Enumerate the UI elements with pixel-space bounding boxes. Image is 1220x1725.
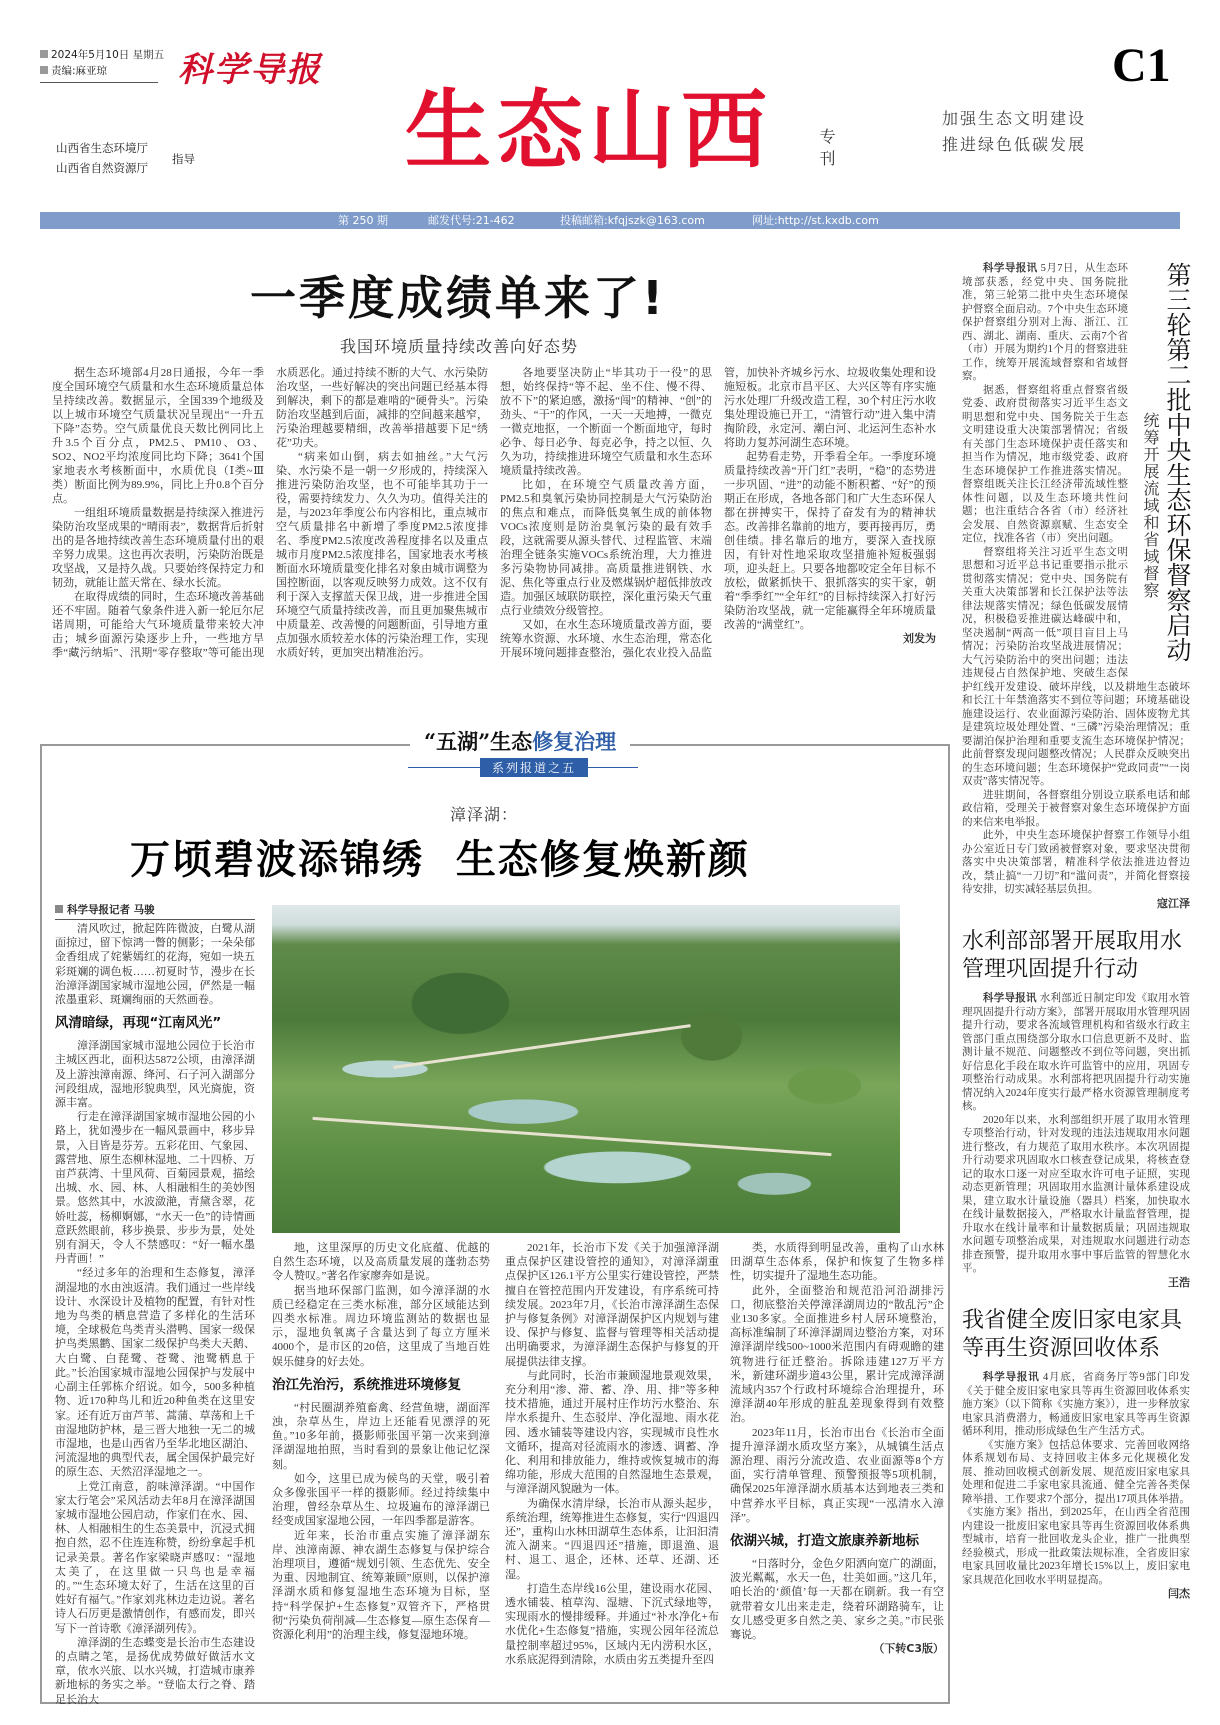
feature-column-2 [272, 1241, 490, 1642]
recycle-author: 闫杰 [1168, 1587, 1190, 1600]
paragraph: 比如，在环境空气质量改善方面，PM2.5和臭氧污染协同控制是大气污染防治的焦点和难点，而降低臭氧生成的前体物VOCs浓度则是防治臭氧污染的最有效手段，这就需要从源头替代、过程监管、末端治理全链条实施VOCs系统治理，大力推进多污染物协同减排。高质量推进钢铁、水泥、焦化等重点行业及燃煤锅炉超低排放改造。加强区域联防联控，深化重污染天气重点行业绩效分级管控。 [500, 479, 712, 617]
paragraph: 据生态环境部4月28日通报，今年一季度全国环境空气质量和水生态环境质量总体呈持续改善。数据显示，全国339个地级及以上城市环境空气质量状况呈现出“一升五下降”态势。空气质量优良天数比例同比上升3.5个百分点，PM2.5、PM10、O3、SO2、NO2平均浓度同比均下降；3641个国家地表水考核断面中，水质优良（Ⅰ类~Ⅲ类）断面比例为89.9%，同比上升0.8个百分点。 [52, 367, 264, 505]
square-bullet-icon [40, 50, 48, 58]
submission-email: 投稿邮箱:kfqjszk@163.com [560, 214, 705, 227]
section-subheading: 风清暗绿，再现“江南风光” [55, 1015, 222, 1032]
paragraph: 行走在漳泽湖国家城市湿地公园的小路上，犹如漫步在一幅风景画中，移步异景，入目皆是芬芳。五彩花田、气象园、露营地、原生态柳林湿地、二十四桥、万亩芦荻湾、十里风荷、百菊园景观，描绘出城、水、园、林、人相融相生的美妙图景。悠然其中，水波潋滟，青黛含翠，花娇吐蕊，杨柳婀娜，“水天一色”的诗情画意跃然眼前，移步换景、步步为景，处处别有洞天，令人不禁感叹：“好一幅水墨丹青画！” [55, 1111, 255, 1266]
series-tag: 系列报道之五 [480, 758, 588, 777]
water-author: 王浩 [1168, 1275, 1190, 1289]
paragraph: “日落时分，金色夕阳洒向宽广的湖面，波光粼粼，水天一色，壮美如画。”这几年，咱长治的‘颜值’每一天都在刷新。我一有空就带着女儿出来走走，绕着环湖路骑车，让女儿感受更多自然之美、家乡之美。”市民张骞说。 [730, 1558, 944, 1642]
paragraph: “村民圈湖养殖畜禽、经营鱼塘，湖面浑浊，杂草丛生，岸边上还能看见漂浮的死鱼。”10多年前，摄影师张国平第一次来到漳泽湖湿地拍照，当时看到的景象让他记忆深刻。 [272, 1401, 490, 1471]
issue-date: 2024年5月10日 星期五 [51, 49, 165, 61]
feature-column-3 [505, 1241, 719, 1667]
issue-number: 第 250 期 [338, 214, 388, 227]
paragraph: 与此同时，长治市兼顾湿地景观效果，充分利用“渗、滞、蓄、净、用、排”等多种技术措施，通过开展村庄作坊污水整治、东岸水系提升、生态驳岸、净化湿地、雨水花园、透水铺装等建设内容，实现城市良性水文循环，提高对径流雨水的渗透、调蓄、净化、利用和排放能力，维持或恢复城市的海绵功能，形成大范围的自然湿地生态景观，与漳泽湖风貌融为一体。 [505, 1369, 719, 1496]
inspection-subtitle: 统筹开展流域和省域督察 [1141, 412, 1158, 599]
paragraph: 《实施方案》包括总体要求、完善回收网络体系规划布局、支持回收主体多元化规模化发展、推动回收模式创新发展、规范废旧家电家具处理和促进二手家电家具流通、健全完善各类保障举措、工作要求7个部分，提出17项具体举措。《实施方案》指出，到2025年，在山西全省范围内建设一批废旧家电家具等再生资源回收体系典型城市，培育一批回收龙头企业，推广一批典型经验模式，形成一批政策法规标准，全省废旧家电家具回收量比2023年增长15%以上，废旧家电家具规范化回收水平明显提高。 [962, 1439, 1190, 1586]
section-subheading: 依湖兴城，打造文旅康养新地标 [730, 1533, 919, 1550]
feature-kicker: 漳泽湖： [450, 805, 519, 824]
boardwalk [313, 1117, 832, 1156]
recycle-headline: 我省健全废旧家电家具等再生资源回收体系 [962, 1308, 1183, 1361]
info-bar [40, 212, 1180, 229]
recycle-article [962, 1371, 1190, 1601]
boardwalk [393, 1024, 690, 1069]
water-article [962, 992, 1190, 1289]
slogan-line: 加强生态文明建设 [942, 109, 1087, 128]
paragraph: “经过多年的治理和生态修复，漳泽湖湿地的水由浊返清。我们通过一些岸线设计、水深设计及植物的配置，有针对性地为鸟类的栖息营造了多样化的生活环境，全球极危鸟类青头潜鸭、国家一级保护鸟类黑鹳、国家二级保护鸟类大天鹅、大白鹭、白琵鹭、苍鹭、池鹭栖息于此。”长治国家城市湿地公园保护与发展中心副主任郭栋介绍说。如今，500多种植物、近170种鸟儿和近20种鱼类在这里安家。还有近万亩芦苇、蒿蒲、草荡和上千亩湿地防护林，是三晋大地独一无二的城市湿地，也是山西省乃至华北地区湖泊、河流湿地的典型代表，属全国保护最完好的原生态、天然沼泽湿地之一。 [55, 1267, 255, 1479]
series-title-b: 修复治理 [532, 729, 617, 754]
issue-meta [40, 47, 164, 83]
paragraph: 此外，中央生态环境保护督察工作领导小组办公室近日专门致函被督察对象，要求坚决贯彻落实中央决策部署，精准科学依法推进边督边改，禁止搞“一刀切”和“滥问责”，并简化督察接待安排，切实减轻基层负担。 [962, 830, 1190, 895]
right-sidebar [962, 262, 1190, 1601]
paragraph: 清风吹过，掀起阵阵微波，白鹭从湖面掠过，留下惊鸿一瞥的侧影；一朵朵郁金香组成了姹紫嫣红的花海，宛如一块五彩斑斓的调色板……初夏时节，漫步在长治漳泽湖国家城市湿地公园，俨然是一幅浓墨重彩、斑斓绚丽的天然画卷。 [55, 923, 255, 1007]
masthead-title: 生态山西 [405, 80, 773, 181]
paragraph: 2023年11月，长治市出台《长治市全面提升漳泽湖水质攻坚方案》，从城镇生活点源治理、雨污分流改造、农业面源等8个方面，实行清单管理、预警预报等5项机制，确保2025年漳泽湖水质基本达到地表三类和中营养水平目标，真正实现“一泓清水入漳泽”。 [730, 1426, 944, 1524]
paragraph: 在取得成绩的同时，生态环境改善基础还不牢固。随着气象条件进入新一轮厄尔尼诺周期，可能给大气环境质量带来较大冲击；城乡面源污染逐步上升，一些地方旱季“藏污纳垢”、汛期“零存整取”等可能出现水质恶化。通过持续不断的大气、水污染防治攻坚，一些好解决的突出问题已经基本得到解决，剩下的都是难啃的“硬骨头”。污染防治攻坚越到后面，减排的空间越来越窄，污染治理越要精细，改善举措越要下足“绣花”功夫。 [52, 367, 488, 659]
lead-headline: 一季度成绩单来了! [250, 271, 666, 325]
inspection-headline: 第三轮第二批中央生态环保督察启动 [1163, 262, 1190, 662]
org-name: 山西省生态环境厅 [56, 141, 148, 155]
paragraph: “病来如山倒，病去如抽丝。”大气污染、水污染不是一朝一夕形成的，持续深入推进污染防治攻坚，也不可能毕其功于一役，需要持续发力、久久为功。值得关注的是，与2023年季度公布内容相比，重点城市空气质量排名中新增了季度PM2.5浓度排名、季度PM2.5浓度改善程度排名以及重点城市月度PM2.5浓度排名，国家地表水考核断面水环境质量变化排名对象由城市调整为国控断面，以客观反映努力成效。这不仅有利于深入支撑蓝天保卫战，进一步推进全国环境空气质量持续改善，而且更加聚焦城市中质量差、改善慢的问题断面，引导地方重点加强水质较差水体的污染治理工作，实现水质好转，更加突出精准治污。 [276, 451, 488, 659]
feature-byline [55, 902, 255, 920]
paragraph: 漳泽湖国家城市湿地公园位于长治市主城区西北，面积达5872公顷，由漳泽湖及上游浊漳南源、绛河、石子河入湖部分河段组成，湿地形貌典型，风光旖旎，资源丰富。 [55, 1040, 255, 1110]
paragraph: 4月底，省商务厅等9部门印发《关于健全废旧家电家具等再生资源回收体系实施方案》（以下简称《实施方案》），进一步释放家电家具消费潜力，畅通废旧家电家具等再生资源循环利用，推动形成绿色生产生活方式。 [962, 1372, 1191, 1437]
guiding-orgs [56, 138, 148, 178]
lead-article-body [52, 366, 936, 660]
inspection-title-block [1134, 262, 1190, 672]
paragraph: 据当地环保部门监测，如今漳泽湖的水质已经稳定在三类水标准，部分区域能达到四类水标准。周边环境监测站的数据也显示，湿地负氧离子含量达到了每立方厘米4000个，是市区的20倍，这里成了当地百姓娱乐健身的好去处。 [272, 1284, 490, 1368]
square-bullet-icon [40, 66, 48, 74]
lead-subtitle: 我国环境质量持续改善向好态势 [340, 337, 579, 356]
wetland-park-aerial-photo [272, 905, 900, 1233]
paragraph: 督察组将关注习近平生态文明思想和习近平总书记重要指示批示贯彻落实情况；党中央、国务院有关重大决策部署和长江保护法等法律法规落实情况；绿色低碳发展情况，积极稳妥推进碳达峰碳中和，坚决遏制“两高一低”项目盲目上马情况；污染防治攻坚战进展情况；大气污染防治中的突出问题；违法违规侵占自然保护地、突破生态保护红线开发建设、破坏岸线，以及耕地生态破坏和长江十年禁渔落实不到位等问题；环境基础设施建设运行、农业面源污染防治、固体废物尤其是建筑垃圾处理处置、“三磷”污染治理情况；重要湖泊保护治理和重要支流生态环境保护情况；此前督察发现问题整改情况；人民群众反映突出的生态环境问题；生态环境保护“党政同责”“一岗双责”落实情况等。 [962, 546, 1190, 787]
slogan-line: 推进绿色低碳发展 [942, 135, 1087, 154]
series-title-a: “五湖”生态 [424, 729, 533, 754]
feature-headline: 万顷碧波添锦绣 生态修复焕新颜 [130, 836, 750, 883]
inspection-author: 寇江泽 [1157, 896, 1190, 910]
paper-logo: 科学导报 [178, 50, 322, 90]
paragraph: 各地要坚决防止“毕其功于一役”的思想，始终保持“等不起、坐不住、慢不得、放不下”的紧迫感，激扬“闯”的精神、“创”的劲头、“干”的作风，一天一天地搏，一微克一微克地抠，一个断面一个断面地守，每时必争、每日必争、每克必争，持之以恒、久久为功，持续推进环境空气质量和水生态环境质量持续改善。 [500, 367, 712, 477]
divider [40, 82, 158, 83]
continued-note: （下转C3版） [873, 1642, 944, 1656]
news-lead: 科学导报讯 [983, 992, 1037, 1004]
paragraph: 一组组环境质量数据是持续深入推进污染防治攻坚成果的“晴雨表”，数据背后折射出的是各地持续改善生态环境质量付出的艰辛努力成果。这也再次表明，污染防治既是攻坚战，又是持久战。只要始终保持定力和韧劲，就能让蓝天常在、绿水长流。 [52, 507, 264, 589]
editor: 责编:麻亚琼 [51, 65, 108, 77]
paragraph: 上党江南意，韵味漳泽湖。“中国作家太行笔会”采风活动去年8月在漳泽湖国家城市湿地公园启动，作家们在水、园、林、人相融相生的生态美景中，沉浸式拥抱自然，忍不住连连称赞，纷纷拿起手机记录美景。著名作家梁晓声感叹：“湿地太美了，在这里做一只鸟也是幸福的。”“生态环境太好了，生活在这里的百姓好有福气。”作家刘兆林边走边说。著名诗人石厉更是激情创作，有感而发，即兴写下一首诗歌《漳泽湖列传》。 [55, 1480, 255, 1635]
postal-code: 邮发代号:21-462 [428, 214, 515, 227]
paragraph: 地，这里深厚的历史文化底蕴、优越的自然生态环境，以及高质量发展的蓬勃态势令人赞叹。”著名作家廖奔如是说。 [272, 1242, 490, 1283]
water-headline: 水利部部署开展取用水管理巩固提升行动 [962, 929, 1183, 982]
guide-label: 指导 [172, 152, 195, 166]
section-subheading: 治江先治污，系统推进环境修复 [272, 1376, 461, 1393]
paragraph: 进驻期间，各督察组分别设立联系电话和邮政信箱，受理关于被督察对象生态环境保护方面的来信来电举报。 [962, 789, 1190, 828]
page-number: C1 [1112, 39, 1171, 92]
feature-column-1 [55, 922, 255, 1707]
website: 网址:http://st.kxdb.com [752, 214, 879, 227]
square-bullet-icon [55, 905, 63, 913]
news-lead: 科学导报讯 [983, 1371, 1040, 1383]
paragraph: 漳泽湖的生态蝶变是长治市生态建设的点睛之笔，是扬优成势做好做活水文章，依水兴旅、以水兴城，打造城市康养新地标的务实之举。“登临太行之脊、踏足长治大 [55, 1636, 255, 1706]
inspection-article [962, 262, 1190, 910]
feature-column-4 [730, 1241, 944, 1656]
paragraph: 如今，这里已成为候鸟的天堂，吸引着众多像张国平一样的摄影师。经过持续集中治理，曾经杂草丛生、垃圾遍布的漳泽湖已经变成国家湿地公园，一年四季都是游客。 [272, 1472, 490, 1528]
paragraph: 近年来，长治市重点实施了漳泽湖东岸、浊漳南源、神农湖生态修复与保护综合治理项目，遵循“规划引领、生态优先、安全为重、因地制宜、统筹兼顾”原则，以保护漳泽湖水质和修复湿地生态环境为目标，坚持“科学保护+生态修复”双管齐下，严格贯彻“污染负荷削减—生态修复—原生态保育—资源化利用”的治理主线，修复湿地环境。 [272, 1529, 490, 1642]
series-title [410, 726, 630, 756]
paragraph: 类，水质得到明显改善，重构了山水林田湖草生态体系，保护和恢复了生物多样性，切实提升了湿地生态功能。 [730, 1242, 944, 1283]
paragraph: 2020年以来，水利部组织开展了取用水管理专项整治行动，针对发现的违法违规取用水问题进行整改，有力规范了取用水秩序。本次巩固提升行动要求巩固取水口核查登记成果，将核查登记的取水口逐一对应至取水许可电子证照，实现动态更新管理；巩固取用水监测计量体系建设成果，建立取水计量设施（器具）档案，加快取水在线计量数据接入，严格取水计量监督管理，提升取水在线计量率和计量数据质量；巩固违规取水问题专项整治成果，对违规取水问题进行动态排查预警，提升取用水事中事后监管的智慧化水平。 [962, 1114, 1190, 1274]
paragraph: 又如，在水生态环境质量改善方面，要统筹水资源、水环境、水生态治理，常态化开展环境问题排查整治，强化农业投入品监管，加快补齐城乡污水、垃圾收集处理和设施短板。北京市昌平区、大兴区等有序实施污水处理厂升级改造工程，30个村庄污水收集处理设施已开工，“清管行动”进入集中清掏阶段，永定河、潮白河、北运河生态补水将助力复苏河湖生态环境。 [500, 367, 936, 659]
slogan [942, 106, 1086, 158]
paragraph: 起势看走势，开季看全年。一季度环境质量持续改善“开门红”表明，“稳”的态势进一步巩固、“进”的动能不断积蓄、“好”的预期正在形成，各地各部门和广大生态环保人都在拼搏实干，保持了奋发有为的精神状态。改善排名靠前的地方，要再接再厉，勇创佳绩。排名靠后的地方，要深入查找原因，有针对性地采取攻坚措施补短板强弱项，迎头赶上。只要各地都咬定全年目标不放松，做紧抓快干、狠抓落实的实干家，朝着“季季红”“全年红”的目标持续深入打好污染防治攻坚战，就一定能赢得全年环境质量改善的“满堂红”。 [724, 451, 936, 631]
paragraph: 打造生态岸线16公里，建设雨水花园、透水铺装、植草沟、湿塘、下沉式绿地等，实现雨水的慢排缓释。并通过“补水净化+布水优化+生态修复”措施，实现公园年径流总量控制率超过95%，区域内无内涝积水区，水系底泥得到清除，水质由劣五类提升至四 [505, 1582, 719, 1666]
paragraph: 水利部近日制定印发《取用水管理巩固提升行动方案》，部署开展取用水管理巩固提升行动，要求各流域管理机构和省级水行政主管部门重点围绕部分取水口信息更新不及时、监测计量不规范、问题整改不到位等问题，突出抓好信息化手段在取水许可监管中的应用，巩固专项整治行动成果。水利部将把巩固提升行动实施情况纳入2024年度实行最严格水资源管理制度考核。 [962, 993, 1191, 1112]
paragraph: 据悉，督察组将重点督察省级党委、政府贯彻落实习近平生态文明思想和党中央、国务院关于生态文明建设重大决策部署情况；省级有关部门生态环境保护责任落实和担当作为情况，地市级党委、政府生态环境保护工作推进落实情况。督察组既关注长江经济带流域性整体性问题，以及生态环境共性问题；也注重结合各省（市）经济社会发展、自然资源禀赋、生态安全定位，找准各省（市）突出问题。 [962, 384, 1128, 544]
paragraph: 为确保水清岸绿，长治市从源头起步，系统治理，统筹推进生态修复，实行“四退四还”，重构山水林田湖草生态体系，让汩汩清流入湖来。“四退四还”措施，即退渔、退村、退工、退企，还林、还草、还湖、还湿。 [505, 1497, 719, 1581]
org-name: 山西省自然资源厅 [56, 161, 148, 175]
byline-text: 科学导报记者 马骏 [67, 904, 155, 916]
paragraph: 2021年，长治市下发《关于加强漳泽湖重点保护区建设管控的通知》，对漳泽湖重点保护区126.1平方公里实行建设管控，严禁擅自在管控范围内开发建设，有序系统可持续发展。2023年7月，《长治市漳泽湖生态保护与修复条例》对漳泽湖保护区内规划与建设、保护与修复、监督与管理等相关活动提出明确要求，为漳泽湖生态保护与修复的开展提供法律支撑。 [505, 1242, 719, 1368]
supplement-label: 专刊 [817, 128, 836, 172]
news-lead: 科学导报讯 [983, 262, 1038, 274]
lead-author: 刘发为 [903, 632, 936, 645]
paragraph: 此外，全面整治和规范沿河沿湖排污口，彻底整治关停漳泽湖周边的“散乱污”企业130多家。全面推进乡村人居环境整治，高标准编制了环漳泽湖周边整治方案，对环漳泽湖岸线500~1000米范围内有碍观瞻的建筑物进行征迁整治。拆除违建127万平方米，新建环湖步道43公里，累计完成漳泽湖流域内357个行政村环境综合治理提升，环漳泽湖40年形成的脏乱差现象得到有效整治。 [730, 1284, 944, 1425]
paragraph: 5月7日，从生态环境部获悉，经党中央、国务院批准，第三轮第二批中央生态环境保护督察全面启动。7个中央生态环境保护督察组分别对上海、浙江、江西、湖北、湖南、重庆、云南7个省（市）开展为期约1个月的督察进驻工作，统筹开展流域督察和省域督察。 [962, 263, 1129, 382]
